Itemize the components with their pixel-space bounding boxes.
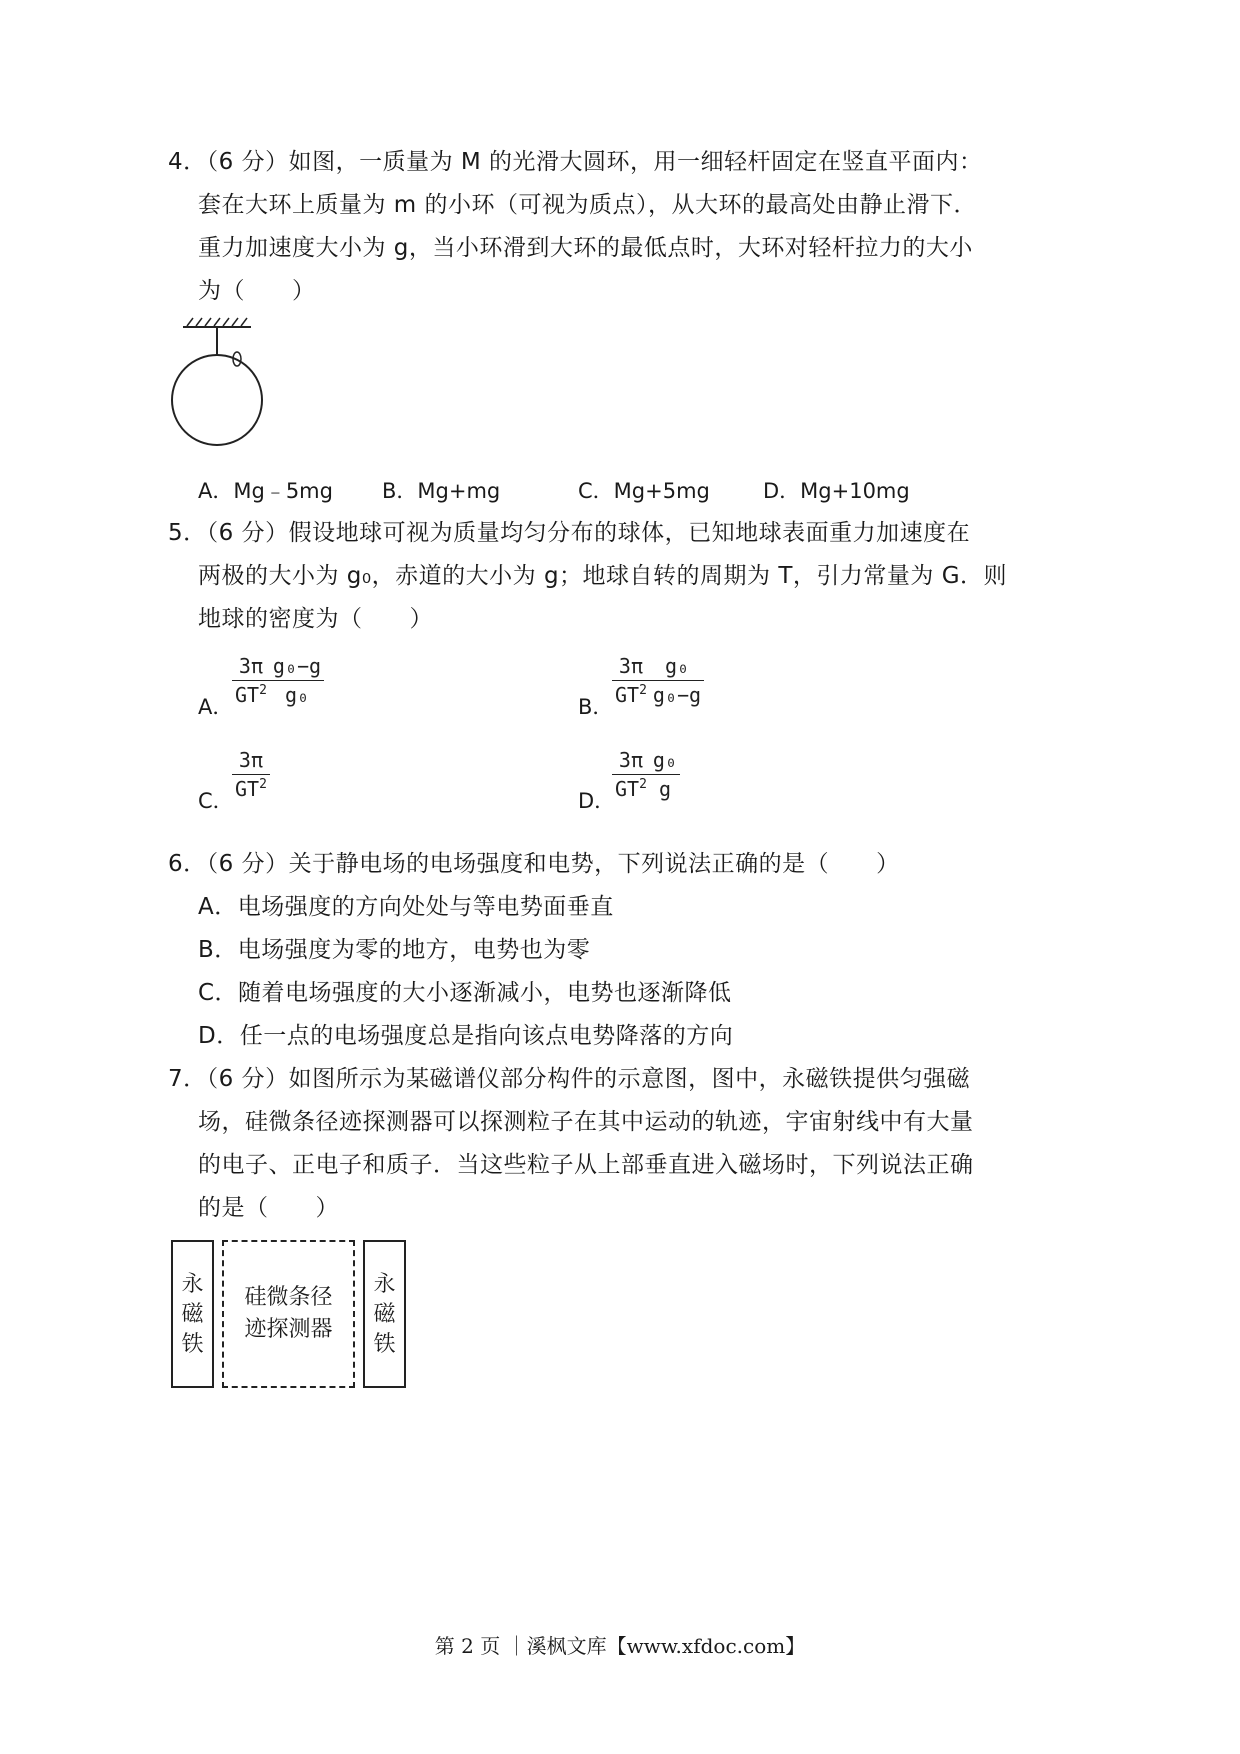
q5-line-2: 两极的大小为 g₀，赤道的大小为 g；地球自转的周期为 T，引力常量为 G．则 [198,563,1008,589]
magnet-label: 永 磁 铁 [181,1272,204,1357]
q7-line-4: 的是（ ） [198,1195,339,1221]
frac-num: g₀ [650,654,704,681]
frac-num: 3π [612,654,650,681]
q7-line-2: 场，硅微条径迹探测器可以探测粒子在其中运动的轨迹，宇宙射线中有大量 [198,1109,974,1135]
frac-den: $GT^2$ [615,683,647,707]
q5-line-1: 5．（6 分）假设地球可视为质量均匀分布的球体，已知地球表面重力加速度在 [168,520,971,546]
q5-option-b-formula [612,654,704,707]
q7-line-3: 的电子、正电子和质子．当这些粒子从上部垂直进入磁场时，下列说法正确 [198,1152,974,1178]
q4-line-3: 重力加速度大小为 g，当小环滑到大环的最低点时，大环对轻杆拉力的大小 [198,235,973,261]
right-magnet [363,1240,406,1388]
q6-option-c: C．随着电场强度的大小逐渐减小，电势也逐渐降低 [198,980,732,1006]
q5-option-b-letter: B． [578,695,614,719]
q4-option-a: A．Mg﹣5mg [198,479,333,503]
q5-option-d-formula [612,748,680,801]
frac-num: g₀ [650,748,680,775]
frac-den: $GT^2$ [615,777,647,801]
magnet-label: 永 磁 铁 [373,1272,396,1357]
q4-line-2: 套在大环上质量为 m 的小环（可视为质点），从大环的最高处由静止滑下． [198,192,978,218]
q5-option-c-letter: C． [198,789,234,813]
q6-line-1: 6．（6 分）关于静电场的电场强度和电势，下列说法正确的是（ ） [168,851,900,877]
left-magnet [171,1240,214,1388]
q4-option-d: D．Mg+10mg [763,479,910,503]
q6-option-b: B．电场强度为零的地方，电势也为零 [198,937,591,963]
page-footer: 第 2 页 ｜溪枫文库【www.xfdoc.com】 [434,1634,806,1658]
q5-line-3: 地球的密度为（ ） [198,606,433,632]
frac-den: g₀ [284,683,310,707]
frac-den: g₀−g [652,683,702,707]
frac-num: 3π [232,748,270,775]
q5-option-c-formula [232,748,270,801]
q4-line-1: 4．（6 分）如图，一质量为 M 的光滑大圆环，用一细轻杆固定在竖直平面内： [168,149,983,175]
ring-figure [165,315,275,455]
q4-line-4: 为（ ） [198,278,316,304]
q6-option-d: D．任一点的电场强度总是指向该点电势降落的方向 [198,1023,734,1049]
q4-option-c: C．Mg+5mg [578,479,710,503]
frac-den: $GT^2$ [235,777,267,801]
silicon-strip-detector [222,1240,355,1388]
q7-line-1: 7．（6 分）如图所示为某磁谱仪部分构件的示意图，图中，永磁铁提供匀强磁 [168,1066,971,1092]
q5-option-a-letter: A． [198,695,234,719]
frac-num: 3π [612,748,650,775]
frac-num: 3π [232,654,270,681]
q6-option-a: A．电场强度的方向处处与等电势面垂直 [198,894,614,920]
frac-num: g₀−g [270,654,324,681]
q5-option-a-formula [232,654,324,707]
frac-den: $GT^2$ [235,683,267,707]
frac-den: g [658,777,671,801]
q4-option-b: B．Mg+mg [382,479,501,503]
q5-option-d-letter: D． [578,789,616,813]
detector-label: 硅微条径 迹探测器 [244,1285,333,1342]
